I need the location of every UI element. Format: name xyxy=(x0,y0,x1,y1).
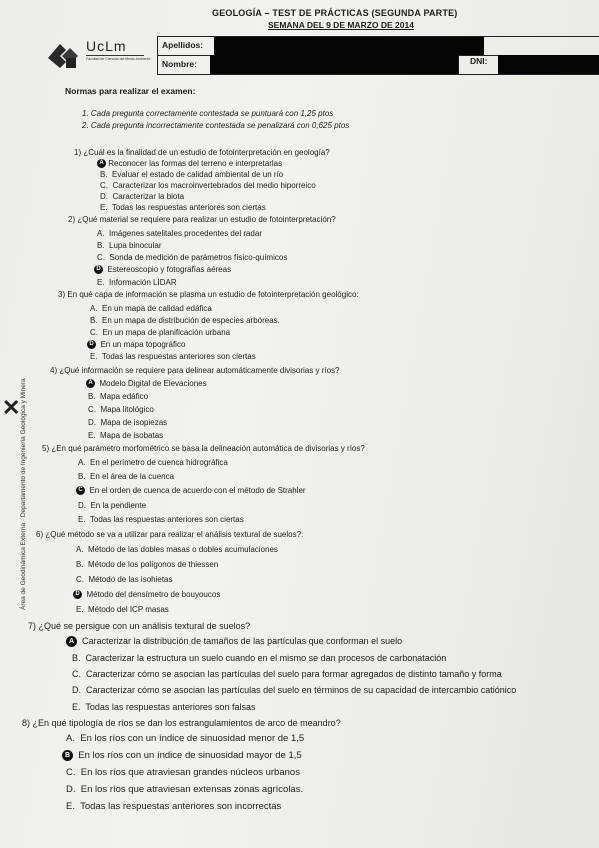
q3-option-d[interactable]: D En un mapa topográfico xyxy=(87,340,185,349)
question-5: 5) ¿En qué parámetro morfométrico se basa la delineación automática de divisorias y ríos? xyxy=(42,444,365,453)
answer-mark-icon: C xyxy=(76,486,85,495)
norm-rule-2: 2. Cada pregunta incorrectamente contestada se penalizará con 0,625 ptos xyxy=(82,121,350,130)
uclm-emblem-icon xyxy=(46,40,80,70)
question-6: 6) ¿Qué método se va a utilizar para realizar el análisis textural de suelos?: xyxy=(36,530,304,539)
q8-option-e[interactable]: E. Todas las respuestas anteriores son incorrectas xyxy=(66,801,282,812)
answer-mark-icon: A xyxy=(86,379,95,388)
q6-option-a[interactable]: A. Método de las dobles masas o dobles acumulaciones xyxy=(76,545,278,554)
q8-option-b[interactable]: B En los ríos con un índice de sinuosidad mayor de 1,5 xyxy=(62,750,302,761)
question-2: 2) ¿Qué material se requiere para realizar un estudio de fotointerpretación? xyxy=(68,215,336,224)
q6-option-b[interactable]: B. Método de los polígonos de thiessen xyxy=(76,560,219,569)
q6-option-c[interactable]: C. Método de las isohietas xyxy=(76,575,173,584)
q1-option-d[interactable]: D. Caracterizar la biota xyxy=(100,192,185,201)
q2-option-a[interactable]: A. Imágenes satelitales procedentes del radar xyxy=(97,229,262,238)
department-label: Área de Geodinámica Externa · Departamento de Ingeniería Geológica y Minera xyxy=(20,378,27,610)
q7-option-e[interactable]: E. Todas las respuestas anteriores son falsas xyxy=(72,702,256,712)
q2-option-b[interactable]: B. Lupa binocular xyxy=(97,241,162,250)
answer-mark-icon: D xyxy=(94,265,103,274)
answer-mark-icon: A xyxy=(66,636,77,647)
surname-row xyxy=(158,37,599,56)
dni-label: DNI: xyxy=(470,56,488,66)
question-8: 8) ¿En qué tipología de ríos se dan los estrangulamientos de arco de meandro? xyxy=(22,718,341,728)
margin-mark: ✕ xyxy=(2,395,21,420)
dni-separator xyxy=(458,55,459,74)
university-logo xyxy=(46,38,158,76)
exam-title: GEOLOGÍA – TEST DE PRÁCTICAS (SEGUNDA PARTE) xyxy=(212,8,458,18)
q5-option-d[interactable]: D. En la pendiente xyxy=(78,501,147,510)
q1-option-c[interactable]: C. Caracterizar los macroinvertebrados del medio hiporreico xyxy=(100,181,316,190)
q1-option-a[interactable]: A Reconocer las formas del terreno e interpretarlas xyxy=(97,159,282,168)
q3-option-c[interactable]: C. En un mapa de planificación urbana xyxy=(90,328,231,337)
student-id-box xyxy=(157,36,599,75)
q2-option-d[interactable]: D Estereoscopio y fotografías aéreas xyxy=(94,265,231,274)
name-label: Nombre: xyxy=(162,59,197,69)
surname-redaction xyxy=(214,37,484,55)
norms-heading: Normas para realizar el examen: xyxy=(65,86,196,96)
q5-option-a[interactable]: A. En el perímetro de cuenca hidrográfica xyxy=(78,458,228,467)
q7-option-b[interactable]: B. Caracterizar la estructura un suelo cuando en el mismo se dan procesos de carbonatación xyxy=(72,653,447,663)
logo-faculty: Facultad de Ciencias del Medio Ambiente xyxy=(86,57,151,61)
answer-mark-icon: D xyxy=(87,340,96,349)
name-redaction xyxy=(210,55,458,74)
answer-mark-icon: A xyxy=(97,159,106,168)
logo-wordmark: UcLm xyxy=(86,38,127,54)
q4-option-e[interactable]: E. Mapa de isobatas xyxy=(88,431,164,440)
q3-option-b[interactable]: B. En un mapa de distribución de especies arbóreas. xyxy=(90,316,280,325)
q6-option-e[interactable]: E. Método del ICP masas xyxy=(76,605,169,614)
q5-option-e[interactable]: E. Todas las respuestas anteriores son ciertas xyxy=(78,515,244,524)
q2-option-e[interactable]: E. Información LIDAR xyxy=(97,278,177,287)
q4-option-a[interactable]: A Modelo Digital de Elevaciones xyxy=(86,379,207,388)
question-3: 3) En qué capa de información se plasma un estudio de fotointerpretación geológico: xyxy=(58,290,359,299)
q1-option-b[interactable]: B. Evaluar el estado de calidad ambiental de un río xyxy=(100,170,284,179)
question-7: 7) ¿Qué se persigue con un análisis textural de suelos? xyxy=(28,621,251,631)
q6-option-d[interactable]: D Método del densímetro de bouyoucos xyxy=(73,590,220,599)
q2-option-c[interactable]: C. Sonda de medición de parámetros físico-químicos xyxy=(97,253,288,262)
question-4: 4) ¿Qué información se requiere para delinear automáticamente divisorias y ríos? xyxy=(50,366,340,375)
q4-option-d[interactable]: D. Mapa de isopiezas xyxy=(88,418,168,427)
question-1: 1) ¿Cuál es la finalidad de un estudio de fotointerpretación en geología? xyxy=(74,148,330,157)
q8-option-d[interactable]: D. En los ríos que atraviesan extensas zonas agrícolas. xyxy=(66,784,304,795)
q1-option-e[interactable]: E. Todas las respuestas anteriores son ciertas xyxy=(100,203,266,212)
exam-subtitle: SEMANA DEL 9 DE MARZO DE 2014 xyxy=(268,20,414,30)
q8-option-c[interactable]: C. En los ríos que atraviesan grandes núcleos urbanos xyxy=(66,767,300,778)
q5-option-b[interactable]: B. En el área de la cuenca xyxy=(78,472,175,481)
dni-redaction xyxy=(498,55,599,74)
q5-option-c[interactable]: C En el orden de cuenca de acuerdo con el método de Strahler xyxy=(76,486,306,495)
q7-option-c[interactable]: C. Caracterizar cómo se asocian las partículas del suelo para formar agregados de distinto tamaño y forma xyxy=(72,669,502,679)
answer-mark-icon: B xyxy=(62,750,73,761)
q8-option-a[interactable]: A. En los ríos con un índice de sinuosidad menor de 1,5 xyxy=(66,733,305,744)
q3-option-e[interactable]: E. Todas las respuestas anteriores son ciertas xyxy=(90,352,256,361)
q4-option-c[interactable]: C. Mapa litológico xyxy=(88,405,154,414)
answer-mark-icon: D xyxy=(73,590,82,599)
department-sidebar xyxy=(6,270,26,610)
q7-option-a[interactable]: A Caracterizar la distribución de tamaños de las partículas que conforman el suelo xyxy=(66,636,402,647)
q4-option-b[interactable]: B. Mapa edáfico xyxy=(88,392,149,401)
norm-rule-1: 1. Cada pregunta correctamente contestada se puntuará con 1,25 ptos xyxy=(82,109,334,118)
q3-option-a[interactable]: A. En un mapa de calidad edáfica xyxy=(90,304,212,313)
q7-option-d[interactable]: D. Caracterizar cómo se asocian las partículas del suelo en términos de su capacidad de intercambio catiónico xyxy=(72,685,517,695)
surname-label: Apellidos: xyxy=(162,40,204,50)
